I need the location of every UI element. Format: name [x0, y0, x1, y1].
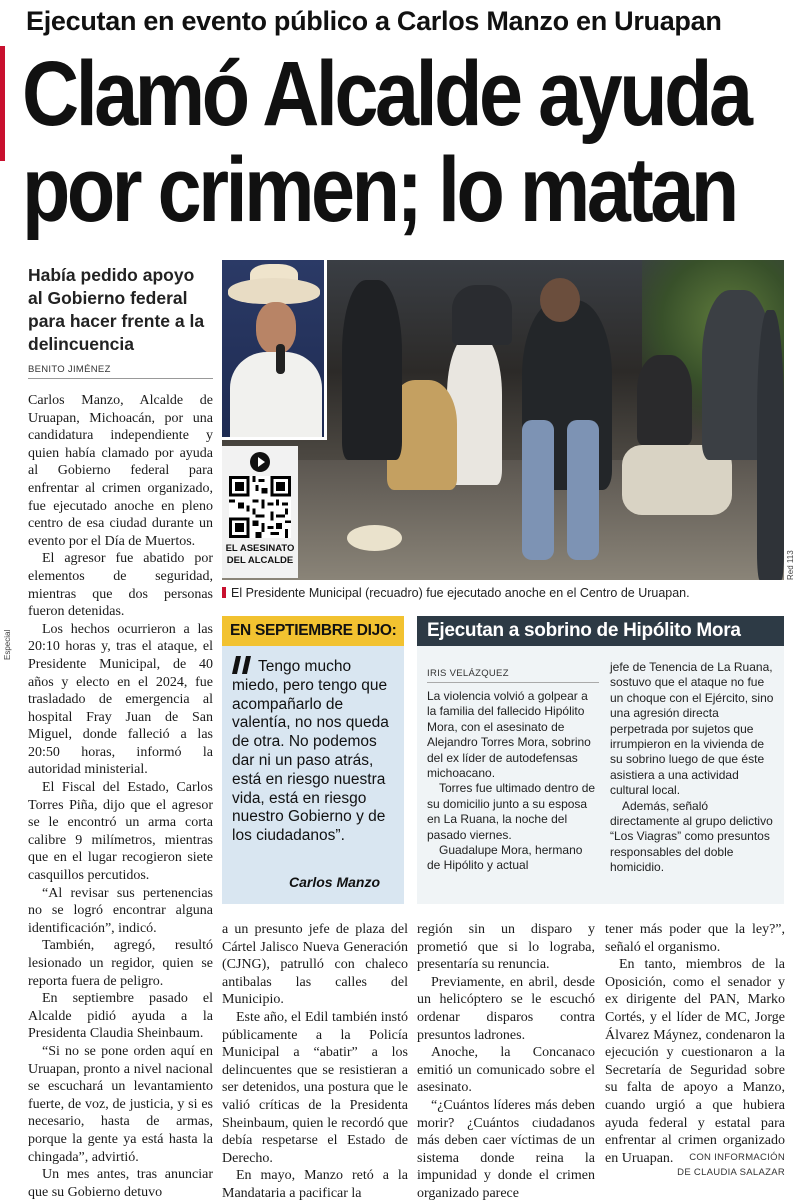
credit-line-1: CON INFORMACIÓN	[689, 1152, 785, 1163]
microphone-icon	[276, 344, 285, 374]
photo-figure	[757, 310, 784, 580]
hat-brim	[228, 278, 320, 304]
paragraph: La violencia volvió a golpear a la familia del fallecido Hipólito Mora, con el asesinato de Alejandro Torres Mora, sobrino del ex líder de autodefensas michoacano.	[427, 689, 591, 781]
paragraph: región sin un disparo y prometió que si lo lograba, presentaría su renuncia.	[417, 922, 595, 973]
paragraph: a un presunto jefe de plaza del Cártel Jalisco Nueva Generación (CJNG), patrulló con chaleco antibalas las calles del Municipio.	[222, 922, 408, 1008]
article-column-3	[417, 921, 595, 1200]
side-story-column-1	[427, 689, 599, 874]
paragraph: “Al revisar sus pertenencias no se logró encontrar alguna identificación”, indicó.	[28, 885, 213, 936]
photo-caption	[222, 586, 784, 600]
quote-heading: EN SEPTIEMBRE DIJO:	[222, 616, 404, 646]
headline	[22, 43, 750, 241]
headline-line-2: por crimen; lo matan	[22, 139, 736, 241]
paragraph: En tanto, miembros de la Oposición, como el senador y ex dirigente del PAN, Marko Cortés, y el líder de MC, Jorge Álvarez Máynez, condenaron la ejecución y cuestionaron a la Secretaría de Seguridad sobre su falta de apoyo a Manzo, cuando urgió a que hubiera ayuda federal y estatal para enfrentar al crimen organizado en Uruapan.	[605, 957, 785, 1166]
paragraph: Previamente, en abril, desde un helicóptero se le escuchó ordenar disparos contra presuntos ladrones.	[417, 974, 595, 1043]
paragraph: Además, señaló directamente al grupo delictivo “Los Viagras” como presuntos responsables del doble homicidio.	[610, 798, 773, 875]
photo-figure	[522, 420, 554, 560]
paragraph: Guadalupe Mora, hermano de Hipólito y actual	[427, 843, 583, 873]
paragraph: Un mes antes, tras anunciar que su Gobierno detuvo	[28, 1167, 213, 1200]
paragraph: tener más poder que la ley?”, señaló el organismo.	[605, 922, 785, 955]
paragraph: El Fiscal del Estado, Carlos Torres Piña, dijo que el agresor se le encontró un arma corta calibre 9 milímetros, mientras que en el lugar recogieron siete casquillos percutidos.	[28, 780, 213, 884]
side-credit: Especial	[3, 629, 12, 660]
article-column-4	[605, 921, 785, 1167]
byline: BENITO JIMÉNEZ	[28, 364, 213, 379]
accent-bar	[0, 46, 5, 161]
photo-figure	[540, 278, 580, 322]
play-icon[interactable]	[250, 452, 270, 472]
side-story-heading: Ejecutan a sobrino de Hipólito Mora	[417, 616, 784, 646]
paragraph: Los hechos ocurrieron a las 20:10 horas y, tras el ataque, el Presidente Municipal, de 40 años y electo en el 2024, fue trasladado de emergencia al hospital Fray Juan de San Miguel, donde falleció a las 20:50 horas, informó la autoridad ministerial.	[28, 621, 213, 778]
paragraph: “Si no se pone orden aquí en Uruapan, pronto a nivel nacional se escuchará un levantamiento fuerte, de voz, de justicia, y si es necesario, hasta de armas, porque la gente ya está hasta la chingada”, advirtió.	[28, 1043, 213, 1165]
qr-label: EL ASESINATO DEL ALCALDE	[225, 543, 295, 566]
paragraph: En septiembre pasado el Alcalde pidió ayuda a la Presidenta Claudia Sheinbaum.	[28, 991, 213, 1042]
kicker: Ejecutan en evento público a Carlos Manzo en Uruapan	[26, 6, 722, 36]
article-column-1	[28, 392, 213, 1200]
credit-line-2: DE CLAUDIA SALAZAR	[677, 1167, 785, 1178]
paragraph: “¿Cuántos líderes más deben morir? ¿Cuántos ciudadanos más deben caer víctimas de un sistema donde reina la impunidad y donde el crimen organizado parece	[417, 1097, 595, 1200]
paragraph: Anoche, la Concanaco emitió un comunicado sobre el asesinato.	[417, 1045, 595, 1096]
photo-figure	[637, 355, 692, 445]
paragraph: Este año, el Edil también instó públicamente a la Policía Municipal a “abatir” a los delincuentes que se resistieran a ser detenidos, una postura que le valió críticas de la Presidenta Sheinbaum, quien le recordó que debía respetarse el Estado de Derecho.	[222, 1009, 408, 1166]
inset-portrait	[222, 260, 327, 440]
caption-text: El Presidente Municipal (recuadro) fue ejecutado anoche en el Centro de Uruapan.	[231, 586, 690, 600]
quote-text: Tengo mucho miedo, pero tengo que acompañarlo de valentía, no nos queda de otra. No podemos dar ni un paso atrás, está en riesgo nuestra vida, está en riesgo nuestro Gobierno y de los ciudadanos”.	[232, 658, 389, 845]
paragraph: En mayo, Manzo retó a la Mandataria a pacificar la	[222, 1168, 408, 1200]
paragraph: Torres fue ultimado dentro de su domicilio junto a su esposa en La Ruana, la noche del pasado viernes.	[427, 781, 596, 842]
article-column-2	[222, 921, 408, 1200]
photo-hat	[347, 525, 402, 551]
paragraph: Carlos Manzo, Alcalde de Uruapan, Michoacán, por una candidatura independiente y quien había clamado por ayuda al Gobierno federal para enfrentar al crimen organizado, fue ejecutado anoche en pleno centro de esa ciudad durante un evento por el Día de Muertos.	[28, 393, 213, 549]
side-story-column-2	[610, 660, 778, 876]
caption-bullet-icon	[222, 587, 226, 598]
photo-figure	[452, 285, 512, 345]
photo-credit: Red 113	[786, 550, 795, 580]
qr-code-icon[interactable]	[229, 476, 291, 538]
info-credit	[605, 1150, 785, 1180]
subheadline: Había pedido apoyo al Gobierno federal para hacer frente a la delincuencia	[28, 265, 205, 354]
photo-figure	[342, 280, 402, 460]
side-story-byline: IRIS VELÁZQUEZ	[427, 668, 599, 683]
quote-author: Carlos Manzo	[288, 874, 380, 890]
headline-line-1: Clamó Alcalde ayuda	[22, 43, 750, 145]
photo-figure	[567, 420, 599, 560]
paragraph: jefe de Tenencia de La Ruana, sostuvo que el ataque no fue un choque con el Ejército, sino una agresión directa perpetrada por sujetos que irrumpieron en la vivienda de su sobrino luego de que éste asistiera a una actividad cultural local.	[610, 660, 774, 798]
paragraph: El agresor fue abatido por elementos de seguridad, mientras que dos personas fueron detenidas.	[28, 551, 213, 620]
paragraph: También, agregó, resultó lesionado un regidor, quien se reporta fuera de peligro.	[28, 938, 213, 989]
